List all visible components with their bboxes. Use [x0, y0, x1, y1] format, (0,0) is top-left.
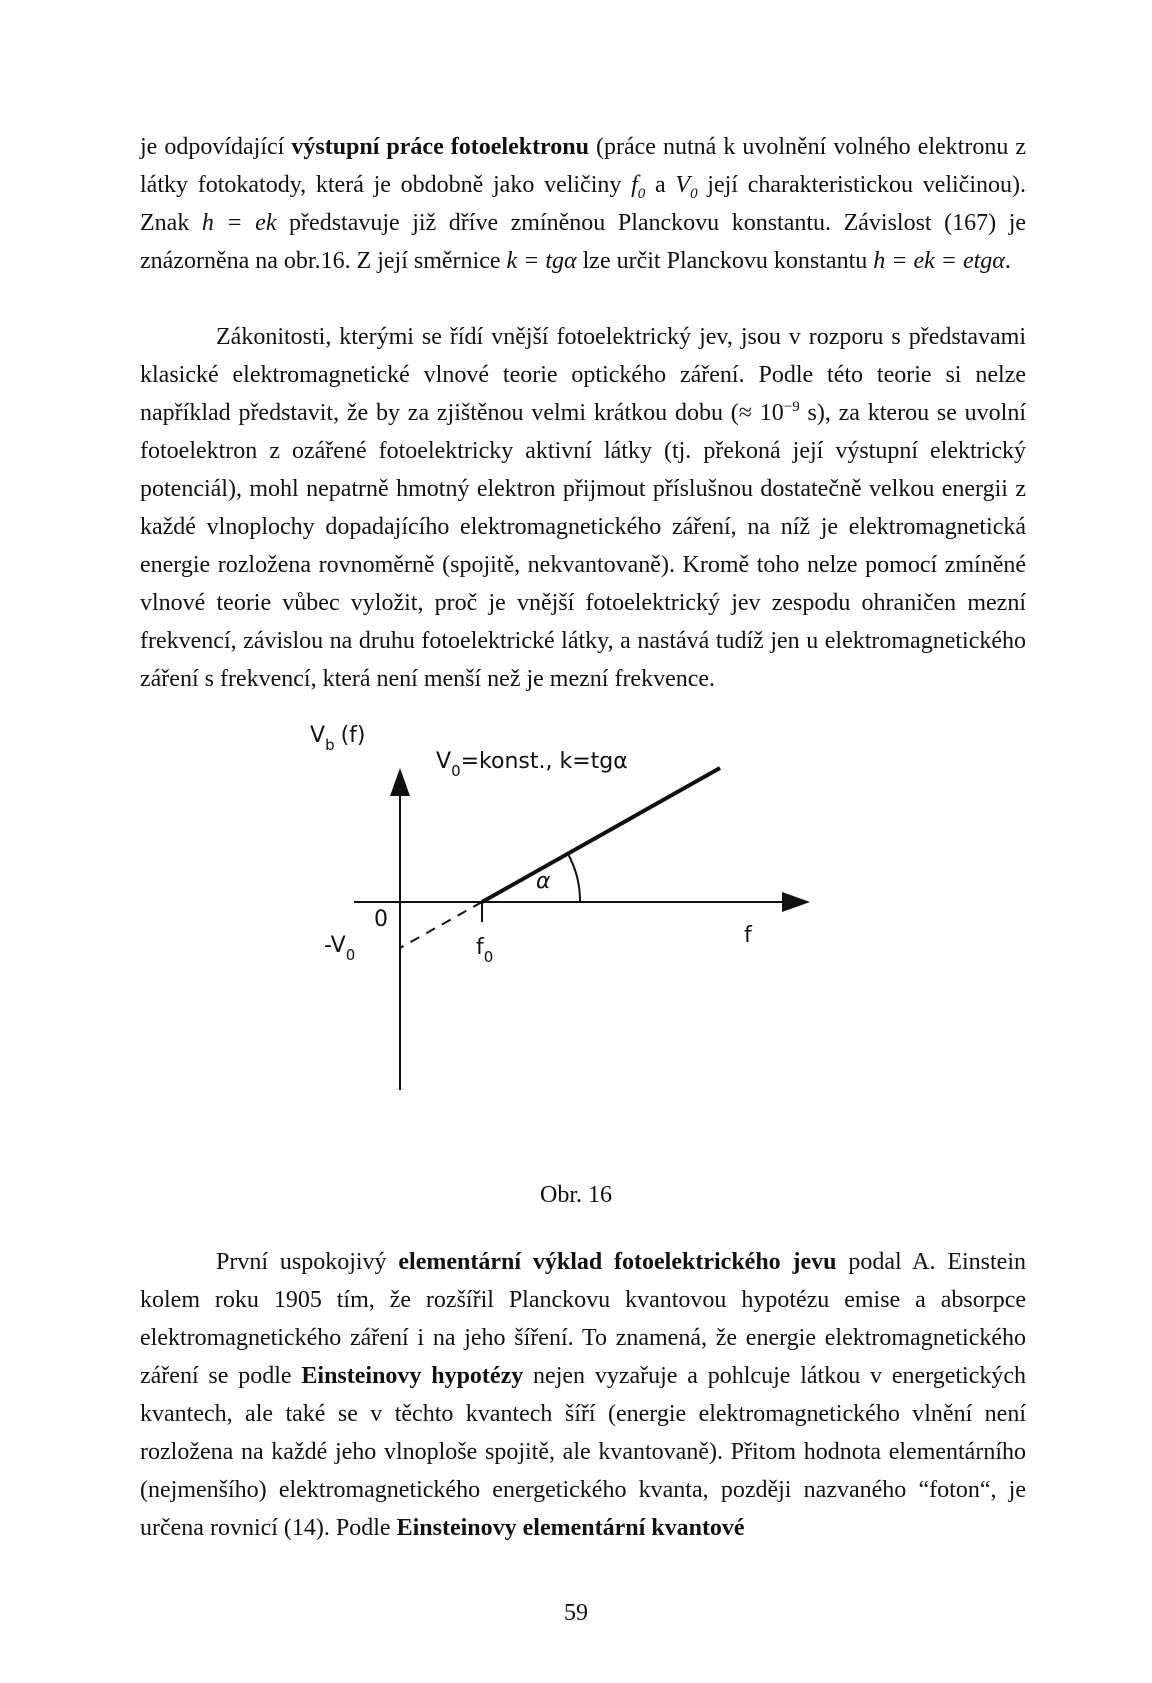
text: podal A. Einstein kolem roku 1905 tím, že rozšířil Planckovu kvantovou hypotézu emise a absorpce elektromagnetického záření i na jeho šíření. To znamená, že energie elektromagnetického záření se podle	[140, 1249, 1027, 1389]
x-axis-label: f	[744, 923, 752, 948]
figure-caption: Obr. 16	[540, 1182, 612, 1208]
bold-term-elementary-explanation: elementární výklad fotoelektrického jevu	[398, 1249, 837, 1275]
text: lze určit Planckovu konstantu	[576, 248, 874, 274]
alpha-label: α	[536, 869, 551, 894]
origin-label: 0	[374, 907, 388, 932]
alpha-arc	[568, 854, 580, 902]
paragraph-einstein	[140, 1243, 1026, 1547]
formula-h-etga: h = ek = etgα	[873, 248, 1005, 274]
paragraph-classical-theory	[140, 318, 1026, 698]
bold-term-work-function: výstupní práce fotoelektronu	[291, 134, 589, 160]
text: její charakteristickou veličinou). Znak	[140, 172, 1026, 236]
neg-v0-label: $-V_0$	[324, 933, 356, 964]
line-label: $V_0=konst$., k=tgα	[436, 749, 628, 780]
text: s), za kterou se uvolní fotoelektron z ozářené fotoelektricky aktivní látky (tj. překoná její výstupní elektrický potenciál), mohl nepatrně hmotný elektron přijmout příslušnou dostatečně velkou energii z každé vlnoplochy dopadajícího elektromagnetického záření, na níž je elektromagnetická energie rozložena rovnoměrně (spojitě, nekvantovaně). Kromě toho nelze pomocí zmíněné vlnové teorie vůbec vyložit, proč je vnější fotoelektrický jev zespodu ohraničen mezní frekvencí, závislou na druhu fotoelektrické látky, a nastává tudíž jen u elektromagnetického záření s frekvencí, která není menší než je mezní frekvence.	[140, 400, 1027, 692]
dashed-extension	[400, 902, 482, 948]
vb-line	[482, 768, 720, 902]
f0-label: $f_0$	[476, 935, 494, 966]
text: je odpovídající	[140, 134, 292, 160]
text: a	[645, 172, 676, 198]
formula-k-tga: k = tgα	[506, 248, 577, 274]
approx-value: ≈ 10	[738, 400, 784, 426]
bold-term-einstein-hypothesis: Einsteinovy hypotézy	[301, 1363, 524, 1389]
page-number: 59	[564, 1600, 588, 1626]
symbol-f0: $f_0$	[631, 172, 646, 202]
text: (práce nutná k uvolnění volného elektronu z látky fotokatody, která je obdobně jako veličiny	[140, 134, 1027, 198]
text: nejen vyzařuje a pohlcuje látkou v energetických kvantech, ale také se v těchto kvantech šíří (energie elektromagnetického vlnění není rozložena na každé jeho vlnoploše spojitě, ale kvantovaně). Přitom hodnota elementárního (nejmenšího) elektromagnetického energetického kvanta, později nazvaného “foton“, je určena rovnicí (14). Podle	[140, 1363, 1026, 1541]
figure-16-graph	[310, 723, 840, 1140]
text: představuje již dříve zmíněnou Planckovu konstantu. Závislost (167) je znázorněna na obr.16. Z její směrnice	[140, 210, 1027, 274]
graph-svg	[310, 723, 840, 1140]
text: Zákonitosti, kterými se řídí vnější fotoelektrický jev, jsou v rozporu s představami klasické elektromagnetické vlnové teorie optického záření. Podle této teorie si nelze například představit, že by za zjištěnou velmi krátkou dobu (	[140, 324, 1026, 426]
text: První uspokojivý	[216, 1249, 399, 1275]
bold-term-einstein-quantum: Einsteinovy elementární kvantové	[396, 1515, 745, 1541]
exponent: −9	[783, 399, 800, 415]
paragraph-work-function	[140, 128, 1026, 280]
symbol-v0: $V_0$	[675, 172, 698, 202]
text: .	[1004, 248, 1011, 274]
formula-h-ek: h = ek	[201, 210, 277, 236]
y-axis-label: $V_b$ (f)	[310, 723, 366, 754]
